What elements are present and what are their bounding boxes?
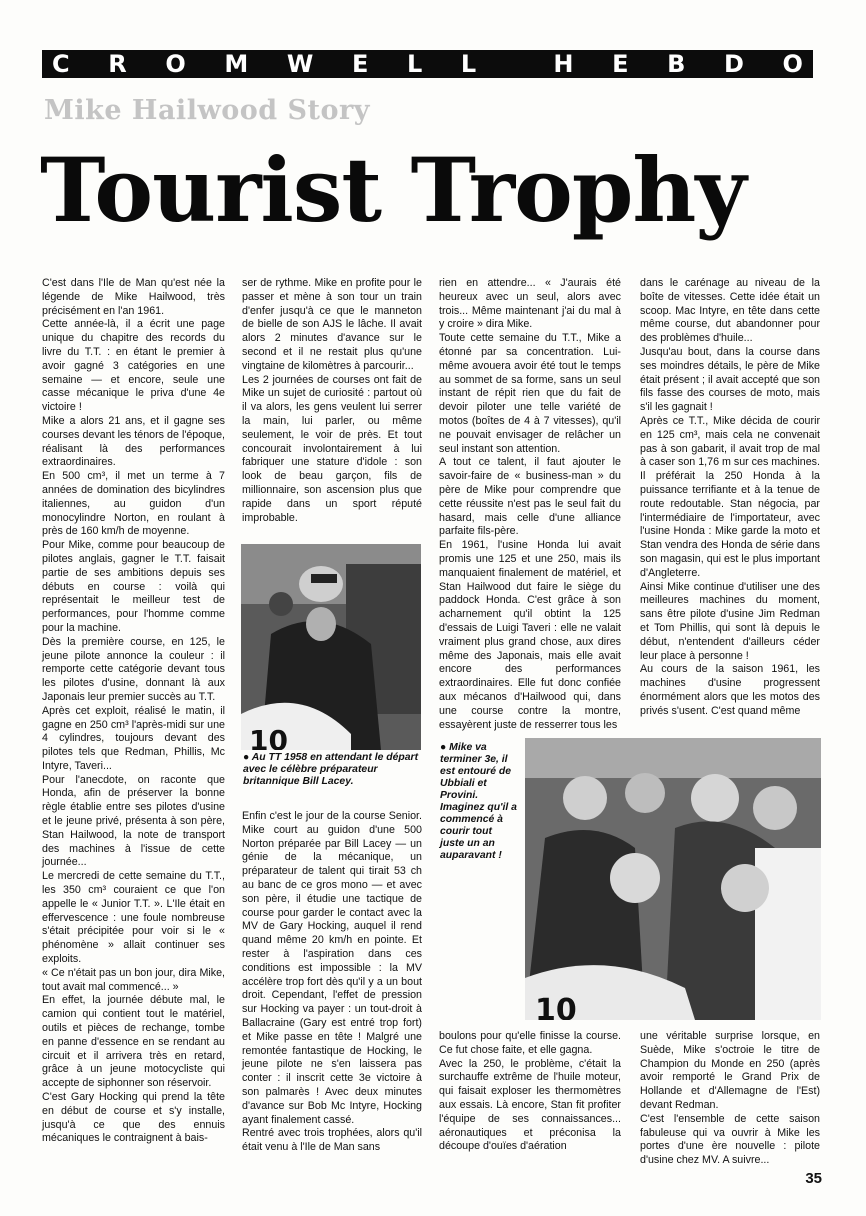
- banner-letter: W: [286, 50, 314, 78]
- banner-letter: E: [351, 50, 369, 78]
- column-4-bottom: [640, 1030, 820, 1168]
- column-3-bottom: [439, 1030, 621, 1154]
- column-4-top: [640, 277, 820, 719]
- paragraph: C'est l'ensemble de cette saison fabuleuse qui va ouvrir à Mike les portes d'une ère nouvelle : pilote d'usine chez MV. A suivre...: [640, 1112, 820, 1167]
- paragraph: Avec la 250, le problème, c'était la surchauffe extrême de l'huile moteur, qui faisait exploser les thermomètres aux essais. Là encore, Stan fit profiter l'équipe de ses connaissances... aéronautiques et préconisa la découpe d'ouïes d'aération: [439, 1057, 621, 1153]
- banner-letter: D: [724, 50, 744, 78]
- banner-letter: E: [612, 50, 629, 78]
- paragraph: boulons pour qu'elle finisse la course. Ce fut chose faite, et elle gagna.: [439, 1030, 621, 1056]
- paragraph: En effet, la journée débute mal, le camion qui contient tout le matériel, outils et pièces de rechange, tombe en panne d'essence en se rendant au circuit et il arrivera très en retard, grâce à un jeune motocycliste qui accepte de siphonner son réservoir.: [42, 994, 225, 1090]
- paragraph: Enfin c'est le jour de la course Senior. Mike court au guidon d'une 500 Norton préparée par Bill Lacey — un génie de la mécanique, un préparateur de talent qui tirait 53 ch au banc de ce gros mono — et avec son père, il étudie une tactique de course pour garder le contact avec la MV de Gary Hocking, auquel il rend quand même 20 km/h en pointe. Et rester à l'aspiration dans ces conditions est impossible : la MV accélère trop fort dès qu'il y a un bout droit. Cependant, l'effet de pression sur Hocking va payer : un tout-droit à Ballacraine (Gary est entré trop fort) et Mike passe en tête ! Malgré une remontée fantastique de Hocking, le jeune pilote ne s'en laissera pas conter : il inscrit cette 3e victoire à son palmarès ! Avec deux minutes d'avance sur Bob Mc Intyre, Hocking ayant finalement cassé.: [242, 810, 422, 1126]
- paragraph: Rentré avec trois trophées, alors qu'il était venu à l'Ile de Man sans: [242, 1127, 422, 1154]
- column-2-top: [242, 277, 422, 525]
- paragraph: En 1961, l'usine Honda lui avait promis une 125 et une 250, mais ils manquaient finalement de matériel, et Stan Hailwood dut faire le siège du paddock Honda. C'est grâce à son acharnement qu'il obtint la 125 d'essais de Luigi Taveri : elle ne valait vraiment plus grand chose, aux dires même des Japonais, mais elle avait encore des performances extraordinaires. Elle fut donc confiée aux mécanos d'Hailwood qui, dans une course contre la montre, essayèrent juste de resserrer tous les: [439, 539, 621, 731]
- paragraph: Cette année-là, il a écrit une page unique du chapitre des records du livre du T.T. : en étant le premier à avoir gagné 3 catégories en une semaine — et encore, seule une casse mécanique le priva d'une 4e victoire !: [42, 318, 225, 414]
- banner-letter: L: [460, 50, 477, 78]
- paragraph: A tout ce talent, il faut ajouter le savoir-faire de « business-man » du père de Mike pour comprendre que cette réussite n'est pas le seul fait du hasard, mais celle d'une alliance parfaite fils-père.: [439, 456, 621, 538]
- caption-photo-2: ● Mike va terminer 3e, il est entouré de Ubbiali et Provini. Imaginez qu'il a commencé à courir tout juste un an auparavant !: [440, 742, 517, 861]
- paragraph: Pour l'anecdote, on raconte que Honda, afin de préserver la bonne règle établie entre ses pilotes d'usine et le jeune privé, présenta à son père, Stan Hailwood, la note de transport des machines à l'issue de cette journée...: [42, 773, 225, 869]
- paragraph: ser de rythme. Mike en profite pour le passer et mène à son tour un train d'enfer jusqu'à ce que le manneton de bielle de son AJS le lâche. Il avait alors 2 minutes d'avance sur le second et il ne restait plus qu'une vingtaine de kilomètres à parcourir...: [242, 277, 422, 372]
- banner-letter: O: [782, 50, 803, 78]
- column-1: [42, 277, 225, 1146]
- paragraph: Toute cette semaine du T.T., Mike a étonné par sa concentration. Lui-même avouera avoir été tout le temps au sommet de sa forme, sans un seul instant de répit rien que du fait de devoir piloter une telle variété de motos (boîtes de 4 à 7 vitesses), qu'il ne pouvait envisager de relâcher un seul instant son attention.: [439, 332, 621, 455]
- caption-photo-1: ● Au TT 1958 en attendant le départ avec le célèbre préparateur britannique Bill Lacey.: [243, 752, 419, 787]
- banner-letter: M: [224, 50, 249, 78]
- paragraph: Au cours de la saison 1961, les machines d'usine progressent énormément alors que les motos des privés s'usent. C'est quand même: [640, 663, 820, 717]
- photo-bib-number: 10: [535, 993, 577, 1020]
- paragraph: dans le carénage au niveau de la boîte de vitesses. Cette idée était un scoop. Mac Intyre, en tête dans cette même course, dut abandonner pour des problèmes d'huile...: [640, 277, 820, 345]
- paragraph: une véritable surprise lorsque, en Suède, Mike s'octroie le titre de Champion du Monde en 250 (après avoir remporté le Grand Prix de Hollande et d'Allemagne de l'Est) devant Redman.: [640, 1030, 820, 1111]
- page-number: 35: [805, 1170, 822, 1187]
- paragraph: Après ce T.T., Mike décida de courir en 125 cm³, mais cela ne convenait pas à son gabarit, il avait trop de mal à caser son 1,76 m sur ces machines. Il préférait la 250 Honda à la puissance terrifiante et à la tenue de route redoutable. Stan négocia, par l'intermédiaire de l'importateur, avec l'usine Honda : Mike garde la moto et Stan vendra des Honda de série dans son magasin, qui est le plus important d'Angleterre.: [640, 414, 820, 579]
- paragraph: Ainsi Mike continue d'utiliser une des meilleures machines du moment, sans être pilote d'usine Jim Redman et Tom Phillis, qui sont là depuis le début, n'entendent d'ailleurs céder leur place à personne !: [640, 580, 820, 662]
- banner-letter: O: [165, 50, 186, 78]
- banner-letter: L: [406, 50, 423, 78]
- paragraph: Les 2 journées de courses ont fait de Mike un sujet de curiosité : partout où il va alors, les gens veulent lui serrer la main, lui parler, ou même seulement, le voir de près. Et tout concourait involontairement à lui fabriquer une stature d'idole : son look de beau garçon, fils de millionnaire, son ascension plus que rapide dans un sport réputé improbable.: [242, 373, 422, 524]
- paragraph: « Ce n'était pas un bon jour, dira Mike, tout avait mal commencé... »: [42, 966, 225, 993]
- banner-letter: C: [52, 50, 70, 78]
- banner-letter: R: [108, 50, 127, 78]
- column-2-bottom: [242, 810, 422, 1155]
- paragraph: Après cet exploit, réalisé le matin, il gagne en 250 cm³ l'après-midi sur une 4 cylindres, toujours devant des pilotes tels que Redman, Phillis, Mc Intyre, Taveri...: [42, 704, 225, 772]
- photo-tt-1958: [241, 544, 421, 750]
- banner-letter: B: [667, 50, 686, 78]
- paragraph: Dès la première course, en 125, le jeune pilote annonce la couleur : il remporte cette catégorie devant tous les pilotes d'usine, donnant là aux Japonais leur premier succès au T.T.: [42, 635, 225, 703]
- photo-bib-number: 10: [249, 724, 288, 750]
- column-3-top: [439, 277, 621, 732]
- kicker: Mike Hailwood Story: [44, 95, 370, 126]
- headline: Tourist Trophy: [40, 138, 746, 242]
- paragraph: C'est Gary Hocking qui prend la tête en début de course et s'y installe, jusqu'à ce que des ennuis mécaniques le contraignent à bais-: [42, 1091, 225, 1145]
- paragraph: Jusqu'au bout, dans la course dans ses moindres détails, le père de Mike était présent ; il avait accepté que son fils fasse des courses de moto, mais s'il les gagnait !: [640, 345, 820, 414]
- paragraph: Pour Mike, comme pour beaucoup de pilotes anglais, gagner le T.T. faisait partie de ses ambitions depuis ses débuts en course : voilà qui représentait le meilleur test de performances, pour l'homme comme pour la machine.: [42, 539, 225, 634]
- banner-letter: H: [553, 50, 574, 78]
- paragraph: rien en attendre... « J'aurais été heureux avec un seul, alors avec trois... Même maintenant j'ai du mal à y croire » dira Mike.: [439, 277, 621, 331]
- paragraph: Le mercredi de cette semaine du T.T., les 350 cm³ couraient ce que l'on appelle le « Junior T.T. ». L'Ile était en effervescence : une foule nombreuse s'était précipitée pour voir si le « phénomène » allait continuer ses exploits.: [42, 870, 225, 966]
- paragraph: Mike a alors 21 ans, et il gagne ses courses devant les ténors de l'époque, réalisant là des performances extraordinaires.: [42, 414, 225, 469]
- magazine-banner: [42, 50, 813, 78]
- photo-podium: [525, 738, 821, 1020]
- paragraph: En 500 cm³, il met un terme à 7 années de domination des bicylindres italiennes, au guidon d'un monocylindre Norton, en roulant à près de 160 km/h de moyenne.: [42, 470, 225, 538]
- paragraph: C'est dans l'Ile de Man qu'est née la légende de Mike Hailwood, très précisément en l'an 1961.: [42, 277, 225, 317]
